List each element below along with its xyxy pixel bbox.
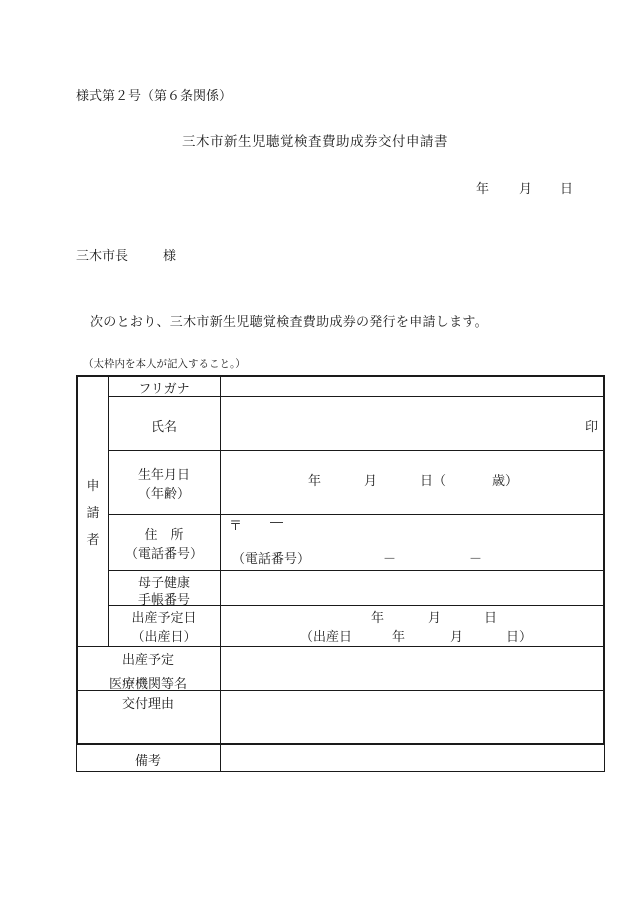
addressee-honorific: 様 xyxy=(163,249,177,264)
addressee-name: 三木市長 xyxy=(76,249,129,264)
due-year-unit: 年 xyxy=(371,611,385,626)
label-address: 住 所 xyxy=(144,528,184,543)
label-due-date: 出産予定日 xyxy=(131,611,197,626)
reason-field[interactable] xyxy=(221,691,602,743)
label-remarks: 備考 xyxy=(134,754,161,769)
birthdate-age-field[interactable] xyxy=(221,451,602,514)
actual-birth-year-unit: 年 xyxy=(392,630,406,645)
instruction-note: （太枠内を本人が記入すること。） xyxy=(83,358,246,370)
label-name: 氏名 xyxy=(150,420,177,435)
form-number: 様式第２号（第６条関係） xyxy=(76,89,233,104)
label-handbook-2: 手帳番号 xyxy=(137,593,190,608)
furigana-field[interactable] xyxy=(221,377,602,396)
remarks-bottom xyxy=(76,771,605,772)
address-phone-field[interactable] xyxy=(221,515,602,570)
due-day-unit: 日 xyxy=(484,611,498,626)
phone-label: （電話番号） xyxy=(232,552,311,567)
date-month: 月 xyxy=(519,182,533,197)
name-field[interactable] xyxy=(221,397,602,450)
remarks-right xyxy=(604,744,605,772)
due-month-unit: 月 xyxy=(428,611,442,626)
age-unit: 歳） xyxy=(492,474,519,489)
seal-mark: 印 xyxy=(585,420,599,435)
actual-birth-day-unit: 日） xyxy=(506,630,533,645)
label-handbook-1: 母子健康 xyxy=(137,576,190,591)
handbook-number-field[interactable] xyxy=(221,571,602,605)
institution-field[interactable] xyxy=(221,647,602,690)
date-day: 日 xyxy=(560,182,574,197)
label-age: （年齢） xyxy=(137,487,190,502)
remarks-field[interactable] xyxy=(221,745,603,771)
phone-dash-1: － xyxy=(383,552,397,567)
label-reason: 交付理由 xyxy=(121,697,174,712)
label-institution-1: 出産予定 xyxy=(121,653,174,668)
applicant-group-char-2: 請 xyxy=(86,506,100,521)
label-institution-2: 医療機関等名 xyxy=(108,677,187,692)
date-year: 年 xyxy=(476,182,490,197)
label-address-phone: （電話番号） xyxy=(124,547,203,562)
actual-birth-prefix: （出産日 xyxy=(300,630,353,645)
applicant-group-char-3: 者 xyxy=(86,533,100,548)
actual-birth-month-unit: 月 xyxy=(450,630,464,645)
label-birthdate: 生年月日 xyxy=(137,468,190,483)
birth-day-unit: 日（ xyxy=(420,474,447,489)
due-birth-date-field[interactable] xyxy=(221,606,602,646)
label-birth-date: （出産日） xyxy=(131,630,197,645)
birth-month-unit: 月 xyxy=(364,474,378,489)
postal-mark: 〒 xyxy=(229,519,243,534)
postal-dash: ― xyxy=(270,515,283,530)
intro-text: 次のとおり、三木市新生児聴覚検査費助成券の発行を申請します。 xyxy=(90,315,488,330)
birth-year-unit: 年 xyxy=(308,474,322,489)
phone-dash-2: － xyxy=(469,552,483,567)
label-furigana: フリガナ xyxy=(138,382,190,397)
applicant-group-char-1: 申 xyxy=(86,479,100,494)
page-title: 三木市新生児聴覚検査費助成券交付申請書 xyxy=(182,134,448,150)
